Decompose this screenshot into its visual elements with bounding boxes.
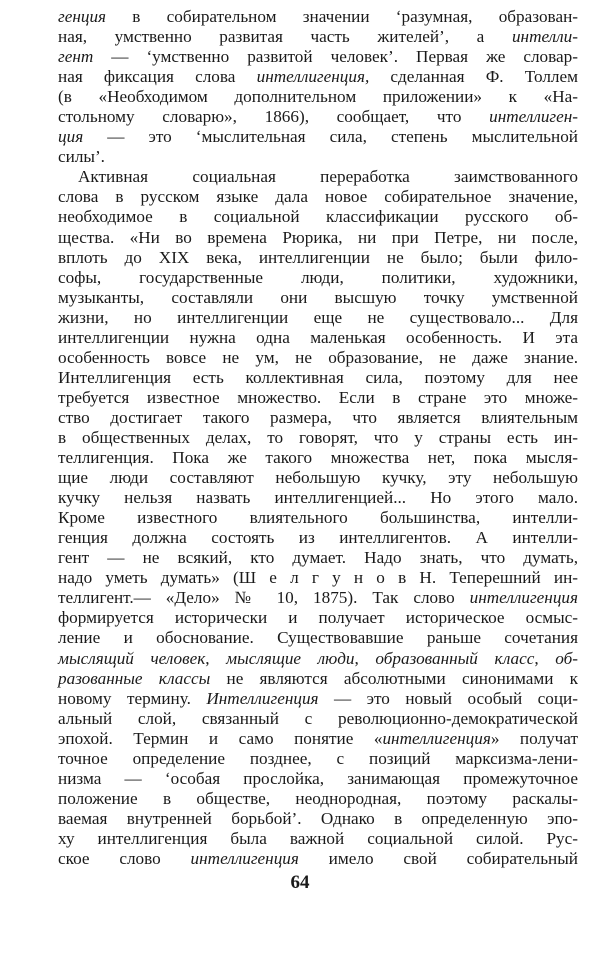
text-line	[58, 548, 578, 568]
text-line	[58, 268, 578, 288]
italic-term: интеллигенция	[190, 848, 299, 868]
text-line	[58, 308, 578, 328]
text-segment: теллигенция. Пока же такого множества нет, пока мысля-	[58, 448, 578, 468]
italic-term: образованный класс	[375, 648, 535, 668]
text-segment: положение в обществе, неоднородная, поэтому раскалы-	[58, 788, 578, 808]
italic-term: Интеллигенция	[206, 688, 319, 708]
text-segment: ху интеллигенция была важной социальной силой. Рус-	[58, 828, 578, 848]
text-line	[58, 488, 578, 508]
text-segment: в общественных делах, то говорят, что у страны есть ин-	[58, 427, 578, 447]
text-segment: гент — не всякий, кто думает. Надо знать, что думать,	[58, 548, 578, 568]
italic-term: гент	[58, 47, 94, 67]
text-segment: — это новый особый соци-	[318, 688, 578, 708]
text-segment: требуется известное множество. Если в стране это множе-	[58, 387, 578, 407]
text-segment: стольному словарю», 1866), сообщает, что	[58, 107, 490, 127]
text-segment: генция должна состоять из интеллигентов. А интелли-	[58, 528, 578, 548]
text-line	[58, 248, 578, 268]
text-segment: необходимое в социальной классификации русского об-	[58, 207, 578, 227]
text-line	[58, 187, 578, 207]
text-line	[58, 228, 578, 248]
text-line	[58, 368, 578, 388]
text-segment: музыканты, составляли они высшую точку умственной	[58, 287, 578, 307]
text-segment: софы, государственные люди, политики, художники,	[58, 267, 578, 287]
text-line	[58, 689, 578, 709]
text-line	[58, 789, 578, 809]
text-line	[58, 809, 578, 829]
italic-term: разованные классы	[58, 668, 211, 688]
text-segment: эпохой. Термин и само понятие «	[58, 728, 383, 748]
text-line	[58, 27, 578, 47]
text-line	[58, 628, 578, 648]
text-segment: ная фиксация слова	[58, 67, 257, 87]
text-segment: не являются абсолютными синонимами к	[210, 668, 578, 688]
text-line	[58, 849, 578, 869]
page-number: 64	[290, 872, 310, 893]
text-segment: слова в русском языке дала новое собирательное значение,	[58, 187, 578, 207]
italic-term: об-	[555, 648, 578, 668]
text-line	[58, 749, 578, 769]
text-segment: (в «Необходимом дополнительном приложении» к «На-	[58, 87, 578, 107]
text-line	[58, 669, 578, 689]
text-line	[58, 207, 578, 227]
italic-term: интеллигенция,	[256, 67, 370, 87]
text-segment: точное определение позднее, с позиций марксизма-лени-	[58, 748, 578, 768]
text-segment: — это ‘мыслительная сила, степень мыслительной	[83, 127, 578, 147]
text-line	[58, 729, 578, 749]
text-line	[58, 348, 578, 368]
text-segment: Интеллигенция есть коллективная сила, поэтому для нее	[58, 367, 578, 387]
text-line	[58, 67, 578, 87]
text-segment: кучку нельзя назвать интеллигенцией... Но этого мало.	[58, 488, 578, 508]
text-segment: надо уметь думать» (Ш е л г у н о в Н. Теперешний ин-	[58, 568, 578, 588]
text-segment: в собирательном значении ‘разумная, образован-	[106, 7, 578, 26]
text-segment: ная, умственно развитая часть жителей’, а	[58, 27, 512, 47]
text-line	[58, 428, 578, 448]
text-segment: низма — ‘особая прослойка, занимающая промежуточное	[58, 768, 578, 788]
text-line	[58, 588, 578, 608]
text-segment: ское слово	[58, 848, 191, 868]
italic-term: интелли-	[511, 27, 578, 47]
text-segment: интеллигенции нужна одна маленькая особенность. И эта	[58, 327, 578, 347]
page-body-text	[58, 7, 578, 869]
text-line	[58, 508, 578, 528]
text-segment: вплоть до XIX века, интеллигенции не было; были фило-	[58, 247, 578, 267]
text-segment: ,	[205, 648, 227, 668]
text-line	[58, 87, 578, 107]
text-line	[58, 408, 578, 428]
text-segment: ление и обоснование. Существовавшие раньше сочетания	[58, 628, 578, 648]
text-segment: Активная социальная переработка заимствованного	[78, 167, 578, 187]
italic-term: интеллигенция	[382, 728, 491, 748]
text-segment: жизни, но интеллигенции еще не существовало... Для	[58, 307, 578, 327]
text-line	[58, 328, 578, 348]
text-line	[58, 608, 578, 628]
text-line	[58, 147, 578, 167]
text-segment: ,	[534, 648, 556, 668]
text-segment: формируется исторически и получает историческое осмыс-	[58, 608, 578, 628]
text-segment: » получат	[490, 728, 579, 748]
text-line	[58, 709, 578, 729]
text-segment: ваемая внутренней борьбой’. Однако в определенную эпо-	[58, 808, 578, 828]
text-line	[58, 769, 578, 789]
text-segment: ство достигает такого размера, что является влиятельным	[58, 407, 578, 427]
text-line	[58, 448, 578, 468]
text-line	[58, 829, 578, 849]
text-line	[58, 127, 578, 147]
text-segment: новому термину.	[58, 688, 207, 708]
text-segment: — ‘умственно развитой человек’. Первая же словар-	[93, 47, 578, 67]
text-line	[58, 568, 578, 588]
text-line	[58, 388, 578, 408]
italic-term: мыслящие люди	[226, 648, 355, 668]
text-segment: щества. «Ни во времена Рюрика, ни при Петре, ни после,	[58, 227, 578, 247]
text-segment: альный слой, связанный с революционно-демократической	[58, 708, 578, 728]
text-segment: имело свой собирательный	[298, 848, 579, 868]
text-segment: теллигент.— «Дело» № 10, 1875). Так слово	[58, 588, 470, 608]
text-line	[58, 107, 578, 127]
text-line	[58, 528, 578, 548]
text-line	[58, 167, 578, 187]
text-segment: особенность вовсе не ум, не образование, не даже знание.	[58, 347, 578, 367]
italic-term: интеллиген-	[489, 107, 578, 127]
text-segment: ,	[354, 648, 376, 668]
text-line	[58, 288, 578, 308]
text-segment: сделанная Ф. Толлем	[369, 67, 579, 87]
text-line	[58, 649, 578, 669]
text-segment: Кроме известного влиятельного большинства, интелли-	[58, 508, 578, 528]
italic-term: генция	[58, 7, 107, 26]
text-segment: силы’.	[58, 147, 105, 167]
italic-term: мыслящий человек	[58, 648, 206, 668]
text-line	[58, 7, 578, 27]
italic-term: ция	[58, 127, 84, 147]
italic-term: интеллигенция	[469, 588, 578, 608]
text-line	[58, 468, 578, 488]
text-line	[58, 47, 578, 67]
text-segment: щие люди составляют небольшую кучку, эту небольшую	[58, 468, 578, 488]
